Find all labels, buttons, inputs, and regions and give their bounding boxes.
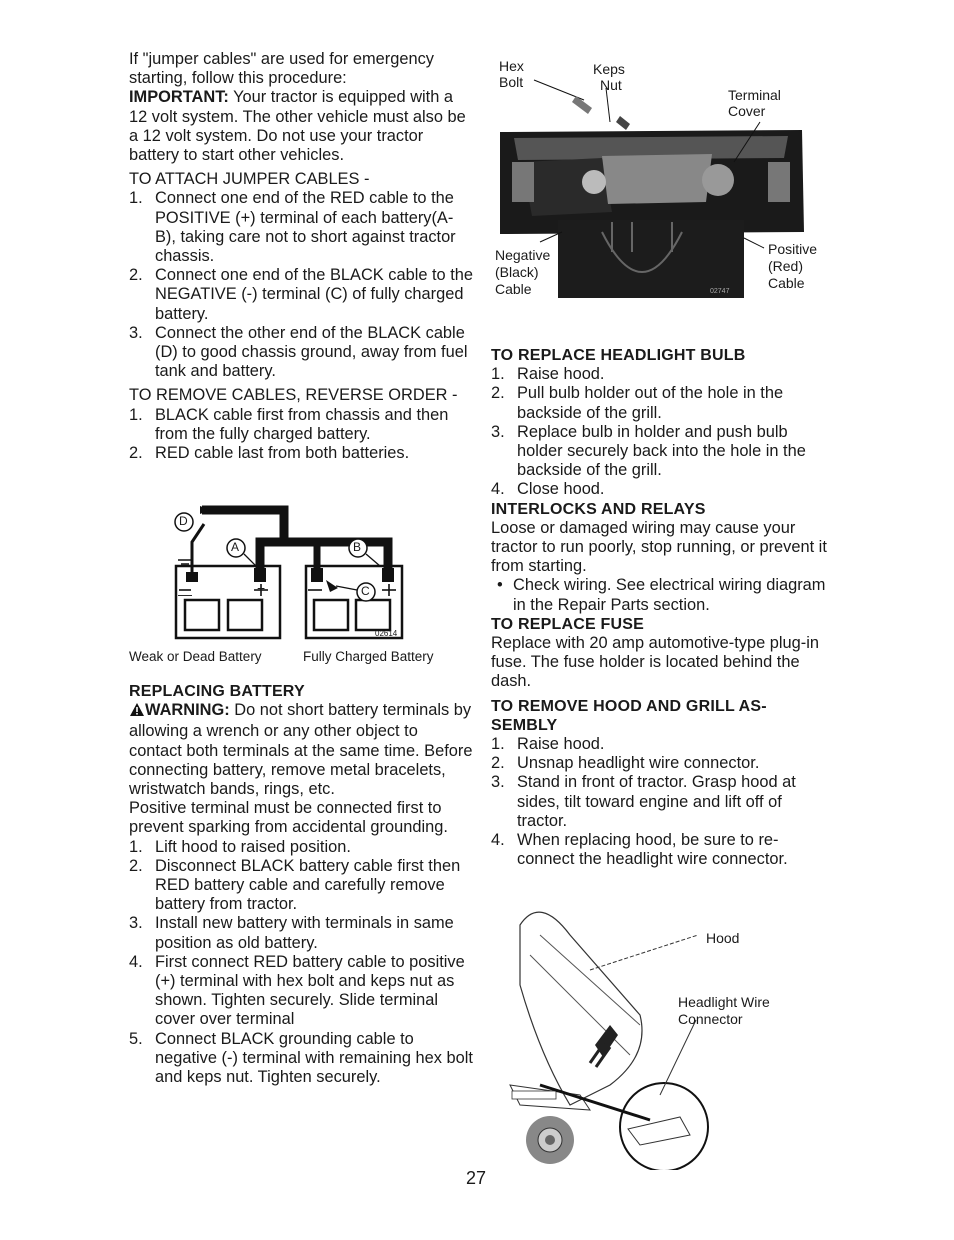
remove-heading: TO REMOVE CABLES, REVERSE ORDER - bbox=[129, 386, 458, 405]
label-neg-cable: Cable bbox=[495, 281, 532, 297]
page-number: 27 bbox=[466, 1168, 487, 1188]
callout-b: B bbox=[353, 540, 362, 554]
label-positive: Positive bbox=[768, 241, 818, 257]
interlocks-text: Loose or damaged wiring may cause your tractor to run poorly, stop running, or prevent it from starting. bbox=[491, 518, 827, 576]
jumper-cable-figure bbox=[170, 502, 410, 647]
interlocks-heading: INTERLOCKS AND RELAYS bbox=[491, 500, 706, 518]
list-item: 1. BLACK cable first from chassis and then from the fully charged battery. bbox=[129, 405, 449, 443]
label-hood: Hood bbox=[706, 930, 740, 946]
list-item: 2. Disconnect BLACK battery cable first then RED battery cable and carefully remove battery from tractor. bbox=[129, 856, 461, 914]
list-item: 2. RED cable last from both batteries. bbox=[129, 444, 410, 463]
list-item: 4. First connect RED battery cable to positive (+) terminal with hex bolt and keps nut as shown. Tighten securely. Slide terminal cover over terminal bbox=[129, 952, 465, 1029]
headlight-heading: TO REPLACE HEADLIGHT BULB bbox=[491, 347, 746, 364]
label-headlight-wire: Headlight Wire bbox=[678, 994, 770, 1010]
remove-steps bbox=[129, 406, 474, 464]
warning-icon bbox=[129, 702, 145, 722]
list-item: 4. When replacing hood, be sure to re- connect the headlight wire connector. bbox=[491, 831, 788, 869]
headlight-steps bbox=[491, 365, 836, 499]
label-keps: Keps bbox=[593, 61, 625, 77]
list-item: • Check wiring. See electrical wiring diagram in the Repair Parts section. bbox=[497, 576, 826, 614]
important-label: IMPORTANT: bbox=[129, 88, 229, 107]
weak-plus-sign: + bbox=[257, 580, 266, 596]
label-nut: Nut bbox=[600, 77, 622, 93]
hood-steps bbox=[491, 735, 836, 869]
list-item: 1. Connect one end of the RED cable to the POSITIVE (+) terminal of each battery(A-B), taking care not to short against tractor chassis. bbox=[129, 189, 456, 266]
callout-a: A bbox=[231, 540, 240, 554]
fuse-text: Replace with 20 amp automotive-type plug-in fuse. The fuse holder is located behind the dash. bbox=[491, 634, 819, 691]
label-pos-cable: Cable bbox=[768, 275, 805, 291]
replace-battery-steps bbox=[129, 838, 474, 1088]
label-red: (Red) bbox=[768, 258, 804, 274]
list-item: 1. Raise hood. bbox=[491, 735, 605, 754]
list-item: 3. Connect the other end of the BLACK cable (D) to good chassis ground, away from fuel tank and battery. bbox=[129, 323, 468, 381]
caption-weak-battery: Weak or Dead Battery bbox=[129, 649, 262, 664]
warning-note bbox=[129, 701, 474, 799]
important-note bbox=[129, 88, 474, 165]
callout-c: C bbox=[361, 584, 370, 598]
caption-charged-battery: Fully Charged Battery bbox=[303, 649, 434, 664]
weak-minus-sign: — bbox=[178, 586, 192, 602]
list-item: 3. Install new battery with terminals in same position as old battery. bbox=[129, 914, 454, 952]
figure-code: 02614 bbox=[375, 629, 398, 638]
figure-code: 02747 bbox=[710, 288, 730, 295]
important-text: Your tractor is equipped with a 12 volt system. The other vehicle must also be a 12 volt system. Do not use your tractor battery to start other vehicles. bbox=[129, 88, 466, 165]
warning-text: Do not short battery terminals by allowing a wrench or any other object to contact both terminals at the same time. Before connecting battery, remove metal bracelets, wristwatch bands, rings, etc. bbox=[129, 701, 473, 799]
hood-figure bbox=[500, 895, 800, 1170]
fuse-heading: TO REPLACE FUSE bbox=[491, 615, 644, 633]
list-item: 3. Replace bulb in holder and push bulb holder securely back into the hole in the backside of the grill. bbox=[491, 422, 806, 480]
list-item: 3. Stand in front of tractor. Grasp hood at sides, tilt toward engine and lift off of tractor. bbox=[491, 773, 796, 830]
interlocks-bullets bbox=[491, 576, 836, 614]
label-terminal: Terminal bbox=[728, 87, 781, 103]
right-column bbox=[491, 346, 836, 869]
replacing-battery-section bbox=[129, 682, 474, 1087]
jumper-diagram bbox=[170, 502, 410, 647]
list-item: 1. Lift hood to raised position. bbox=[129, 837, 351, 856]
callout-d: D bbox=[179, 514, 188, 528]
hood-illustration bbox=[500, 895, 800, 1170]
replacing-battery-heading: REPLACING BATTERY bbox=[129, 683, 305, 700]
warning-label: WARNING: bbox=[145, 701, 230, 720]
label-connector: Connector bbox=[678, 1011, 743, 1027]
list-item: 4. Close hood. bbox=[491, 480, 605, 499]
attach-heading: TO ATTACH JUMPER CABLES - bbox=[129, 170, 370, 189]
attach-steps bbox=[129, 189, 474, 381]
label-bolt: Bolt bbox=[499, 74, 524, 90]
list-item: 2. Connect one end of the BLACK cable to the NEGATIVE (-) terminal (C) of fully charged battery. bbox=[129, 266, 474, 323]
left-column bbox=[129, 50, 474, 463]
list-item: 2. Pull bulb holder out of the hole in the backside of the grill. bbox=[491, 384, 784, 422]
hood-heading: TO REMOVE HOOD AND GRILL AS- SEMBLY bbox=[491, 697, 767, 734]
label-negative: Negative bbox=[495, 247, 551, 263]
list-item: 2. Unsnap headlight wire connector. bbox=[491, 754, 760, 773]
label-hex: Hex bbox=[499, 58, 524, 74]
list-item: 1. Raise hood. bbox=[491, 365, 605, 384]
battery-terminal-figure bbox=[492, 52, 832, 302]
positive-note: Positive terminal must be connected first to prevent sparking from accidental grounding. bbox=[129, 799, 448, 837]
label-cover: Cover bbox=[728, 103, 766, 119]
list-item: 5. Connect BLACK grounding cable to negative (-) terminal with remaining hex bolt and keps nut. Tighten securely. bbox=[129, 1029, 473, 1087]
jumper-intro: If "jumper cables" are used for emergency starting, follow this procedure: bbox=[129, 50, 434, 88]
label-black: (Black) bbox=[495, 264, 539, 280]
